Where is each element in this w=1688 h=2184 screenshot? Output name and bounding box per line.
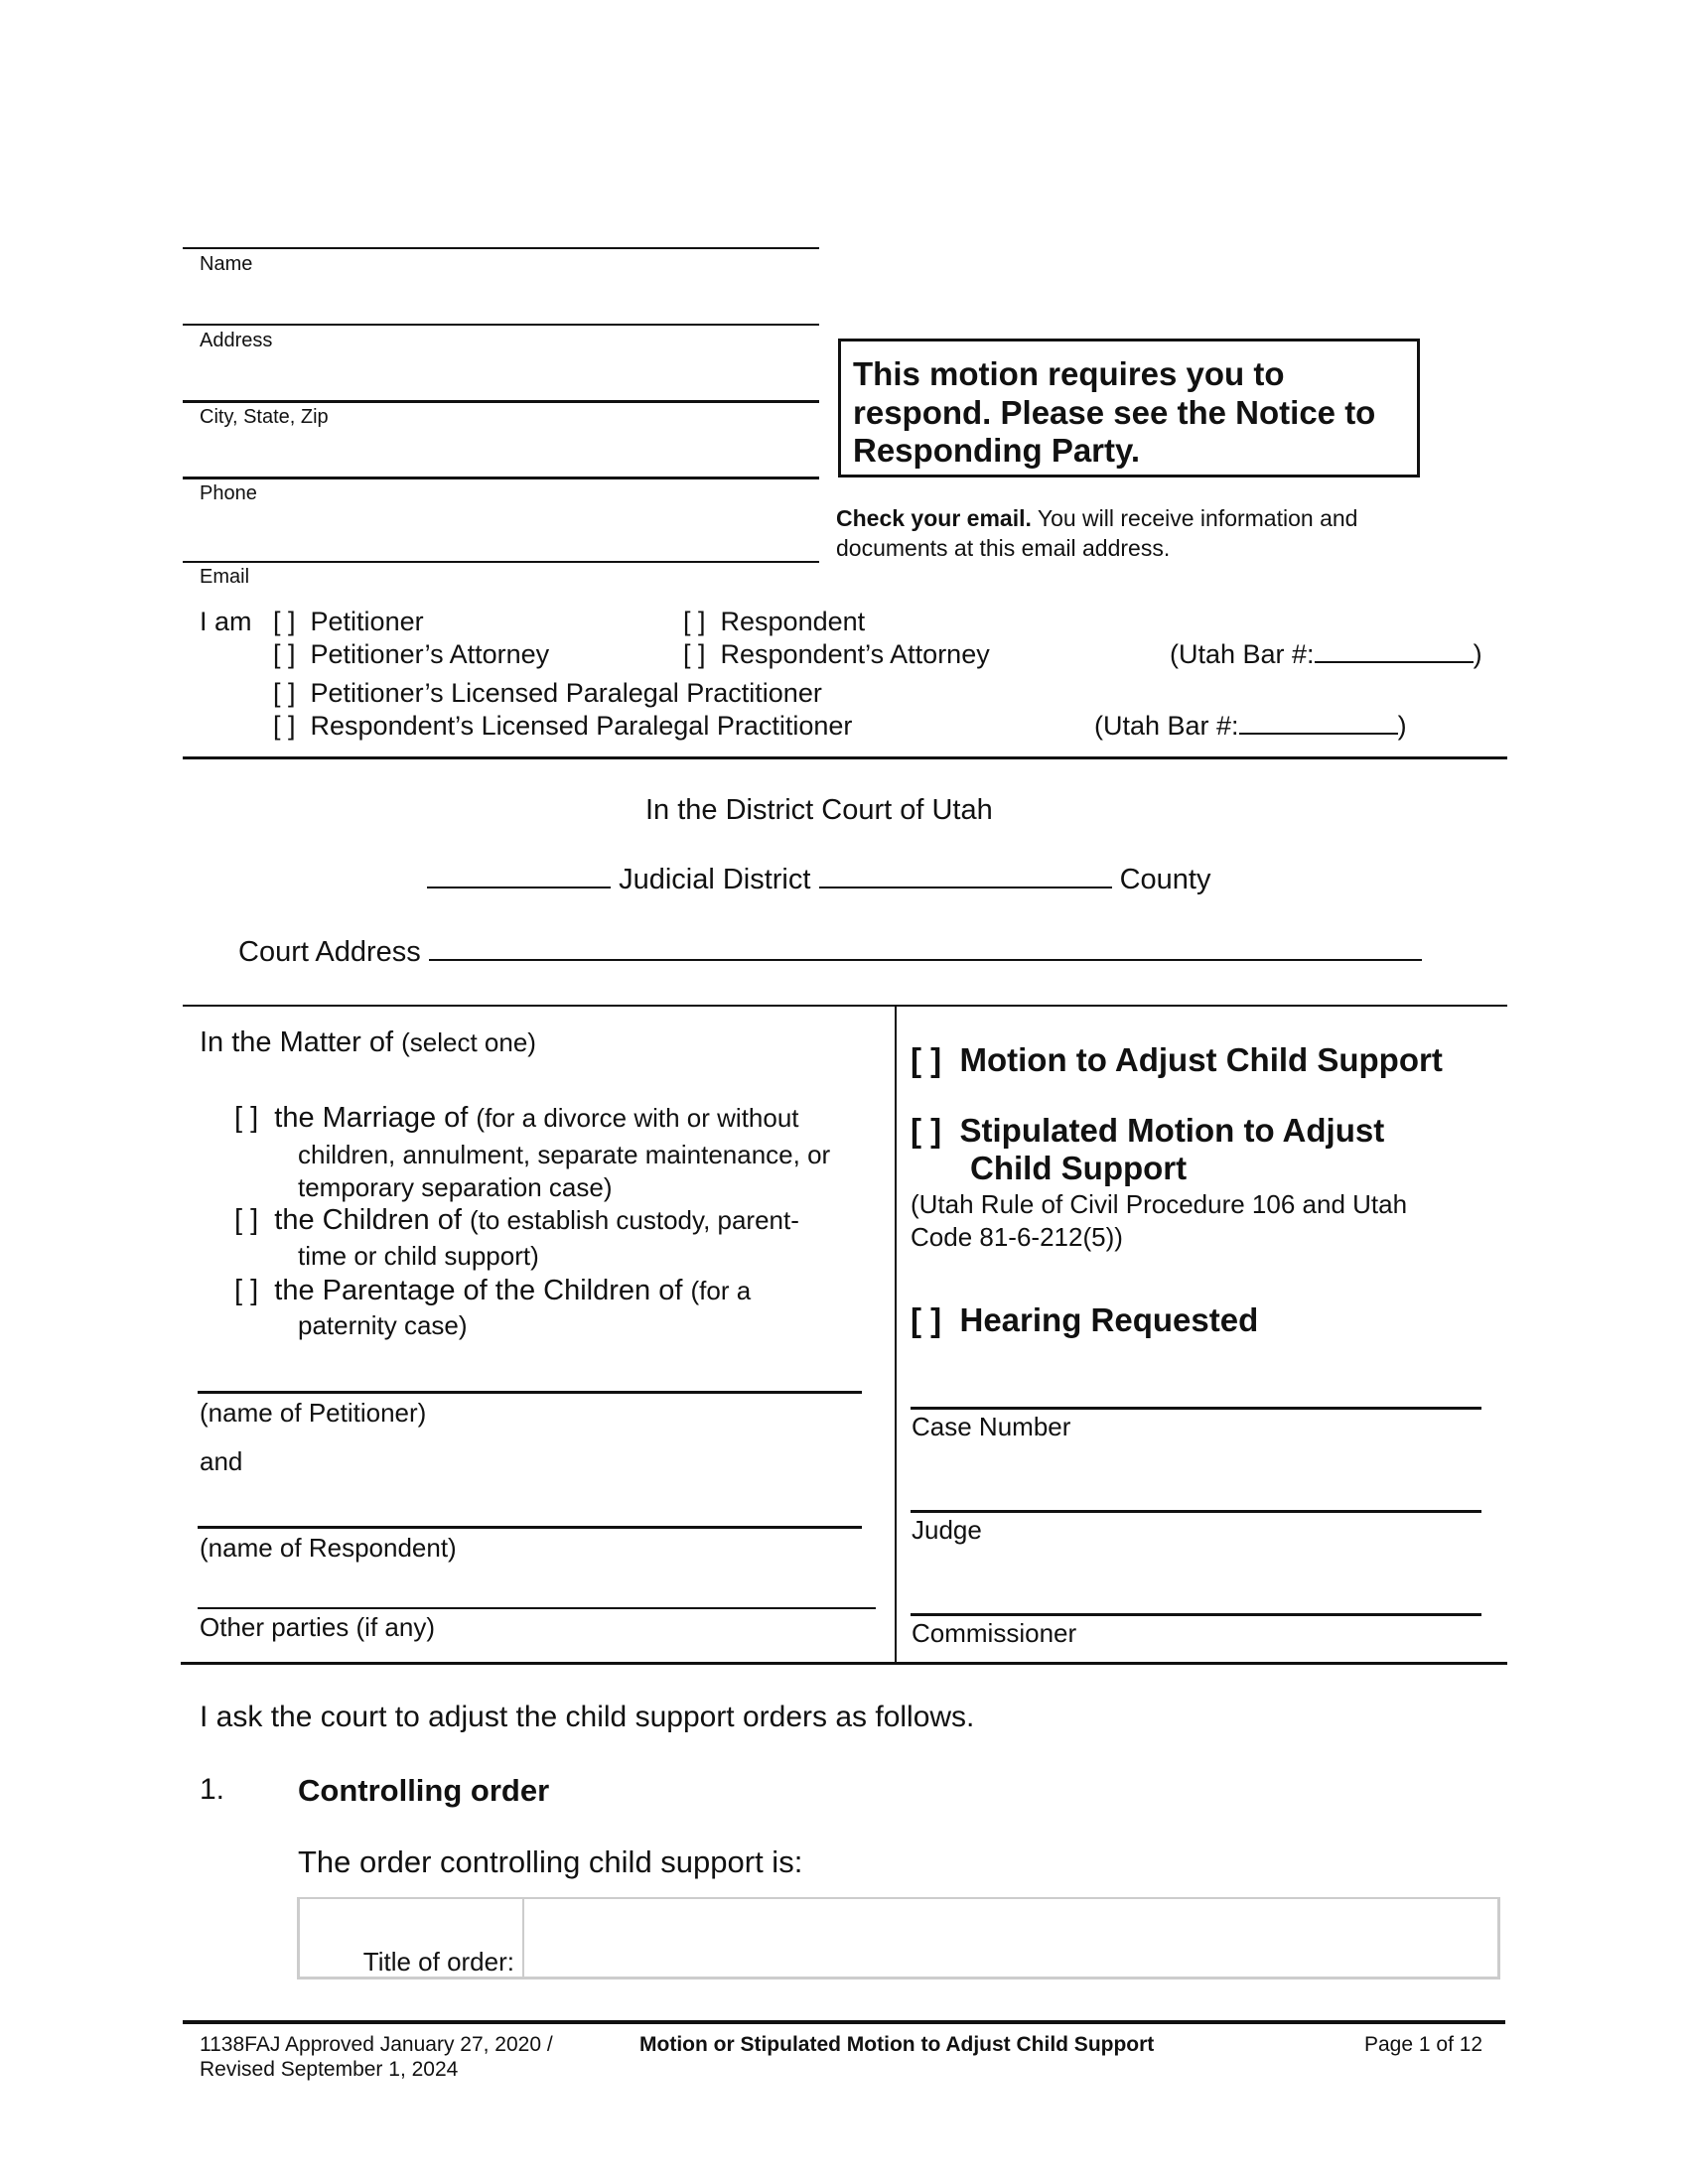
court-title: In the District Court of Utah xyxy=(645,794,993,826)
option-label: Motion to Adjust Child Support xyxy=(959,1041,1443,1078)
intro-text: I ask the court to adjust the child support orders as follows. xyxy=(200,1701,975,1733)
petitioner-name-label: (name of Petitioner) xyxy=(200,1398,427,1428)
checkbox[interactable]: [ ] xyxy=(273,607,296,636)
address-label: Address xyxy=(200,330,273,351)
county-label: County xyxy=(1119,864,1211,895)
section-number: 1. xyxy=(200,1773,225,1806)
option-label: Respondent’s Attorney xyxy=(720,639,990,669)
bar-blank[interactable] xyxy=(1315,661,1474,663)
motion-option[interactable] xyxy=(911,1043,1443,1076)
checkbox[interactable]: [ ] xyxy=(234,1204,259,1236)
email-note-bold: Check your email. xyxy=(836,505,1032,531)
bar-label: (Utah Bar #: xyxy=(1170,639,1315,669)
option-note: paternity case) xyxy=(298,1310,468,1340)
page-number: Page 1 of 12 xyxy=(1364,2033,1483,2056)
petitioner-option[interactable] xyxy=(273,609,424,635)
checkbox[interactable]: [ ] xyxy=(683,607,706,636)
caption-bottom-line xyxy=(181,1662,1507,1665)
district-blank[interactable] xyxy=(427,887,611,888)
judge-label: Judge xyxy=(912,1515,982,1545)
commissioner-label: Commissioner xyxy=(912,1618,1077,1648)
checkbox[interactable]: [ ] xyxy=(911,1041,942,1078)
i-am-label: I am xyxy=(200,607,252,636)
option-label: Stipulated Motion to Adjust xyxy=(959,1112,1385,1149)
section-title: Controlling order xyxy=(298,1773,550,1808)
option-note: temporary separation case) xyxy=(298,1172,613,1202)
option-note: (to establish custody, parent- xyxy=(469,1205,799,1235)
caption-divider xyxy=(895,1005,897,1664)
phone-line[interactable] xyxy=(183,477,819,479)
email-label: Email xyxy=(200,566,250,588)
marriage-option[interactable] xyxy=(234,1104,799,1133)
title-of-order-input[interactable] xyxy=(524,1899,1497,1977)
other-parties-line[interactable] xyxy=(198,1607,876,1609)
city-label: City, State, Zip xyxy=(200,406,329,428)
district-county-row xyxy=(427,866,1210,894)
option-note: (for a xyxy=(690,1276,752,1305)
revised-date: Revised September 1, 2024 xyxy=(200,2058,459,2081)
option-label: Hearing Requested xyxy=(959,1301,1259,1338)
judicial-district-label: Judicial District xyxy=(619,864,811,895)
case-number-line[interactable] xyxy=(911,1407,1481,1410)
checkbox[interactable]: [ ] xyxy=(273,639,296,669)
court-address-label: Court Address xyxy=(238,936,421,968)
other-parties-label: Other parties (if any) xyxy=(200,1612,435,1642)
rule-citation: (Utah Rule of Civil Procedure 106 and Utah xyxy=(911,1189,1408,1219)
address-line[interactable] xyxy=(183,324,819,326)
matter-label: In the Matter of xyxy=(200,1026,394,1058)
option-note: time or child support) xyxy=(298,1241,539,1271)
matter-heading xyxy=(200,1028,536,1057)
footer-title: Motion or Stipulated Motion to Adjust Child Support xyxy=(639,2033,1155,2056)
notice-line: respond. Please see the Notice to xyxy=(853,394,1376,431)
option-label: the Children of xyxy=(274,1204,462,1236)
option-label: Child Support xyxy=(970,1150,1188,1186)
case-number-label: Case Number xyxy=(912,1412,1071,1441)
name-line[interactable] xyxy=(183,247,819,249)
email-line[interactable] xyxy=(183,561,819,563)
respondent-option[interactable] xyxy=(683,609,865,635)
parentage-option[interactable] xyxy=(234,1277,751,1305)
email-note-line2: documents at this email address. xyxy=(836,535,1171,561)
option-note: children, annulment, separate maintenance, or xyxy=(298,1140,831,1169)
option-label: Respondent xyxy=(720,607,866,636)
bar-close: ) xyxy=(1473,639,1482,669)
email-note xyxy=(836,507,1357,530)
petitioner-attorney-option[interactable] xyxy=(273,641,549,668)
county-blank[interactable] xyxy=(819,887,1112,888)
checkbox[interactable]: [ ] xyxy=(683,639,706,669)
option-label: the Parentage of the Children of xyxy=(274,1275,683,1306)
checkbox[interactable]: [ ] xyxy=(234,1275,259,1306)
option-label: Petitioner’s Licensed Paralegal Practitioner xyxy=(310,678,822,708)
rule-citation: Code 81-6-212(5)) xyxy=(911,1222,1123,1252)
option-note: (for a divorce with or without xyxy=(476,1103,799,1133)
checkbox[interactable]: [ ] xyxy=(273,678,296,708)
hearing-option[interactable] xyxy=(911,1303,1258,1336)
bar-blank[interactable] xyxy=(1239,733,1398,735)
respondent-attorney-option[interactable] xyxy=(683,641,990,668)
select-one: (select one) xyxy=(401,1027,536,1057)
checkbox[interactable]: [ ] xyxy=(273,711,296,741)
order-text: The order controlling child support is: xyxy=(298,1844,803,1879)
notice-box xyxy=(838,339,1420,478)
commissioner-line[interactable] xyxy=(911,1613,1481,1616)
respondent-name-line[interactable] xyxy=(198,1526,862,1529)
respondent-name-label: (name of Respondent) xyxy=(200,1533,457,1563)
court-address-blank[interactable] xyxy=(429,959,1422,961)
name-label: Name xyxy=(200,253,253,275)
children-option[interactable] xyxy=(234,1206,799,1235)
order-table xyxy=(297,1897,1500,1979)
divider xyxy=(183,756,1507,759)
notice-line: Responding Party. xyxy=(853,432,1141,469)
stipulated-option[interactable] xyxy=(911,1114,1384,1147)
option-label: Petitioner’s Attorney xyxy=(310,639,550,669)
email-note-rest: You will receive information and xyxy=(1031,505,1358,531)
respondent-lpp-option[interactable] xyxy=(273,713,852,740)
option-label: the Marriage of xyxy=(274,1102,469,1134)
checkbox[interactable]: [ ] xyxy=(234,1102,259,1134)
lpp-bar-number[interactable] xyxy=(1094,713,1407,740)
caption-top-line xyxy=(183,1005,1507,1007)
court-address-row xyxy=(238,938,1422,967)
bar-close: ) xyxy=(1397,711,1407,741)
phone-label: Phone xyxy=(200,482,257,504)
petitioner-name-line[interactable] xyxy=(198,1391,862,1394)
title-of-order-label: Title of order: xyxy=(362,1947,514,1977)
checkbox[interactable]: [ ] xyxy=(911,1301,942,1338)
option-label: Respondent’s Licensed Paralegal Practitioner xyxy=(310,711,853,741)
city-line[interactable] xyxy=(183,400,819,403)
checkbox[interactable]: [ ] xyxy=(911,1112,942,1149)
judge-line[interactable] xyxy=(911,1510,1481,1513)
form-id: 1138FAJ Approved January 27, 2020 / xyxy=(200,2033,553,2056)
and-label: and xyxy=(200,1446,243,1476)
attorney-bar-number[interactable] xyxy=(1170,641,1482,668)
bar-label: (Utah Bar #: xyxy=(1094,711,1239,741)
option-label: Petitioner xyxy=(310,607,424,636)
petitioner-lpp-option[interactable] xyxy=(273,680,822,707)
notice-line: This motion requires you to xyxy=(853,355,1285,392)
footer-line xyxy=(183,2020,1505,2024)
